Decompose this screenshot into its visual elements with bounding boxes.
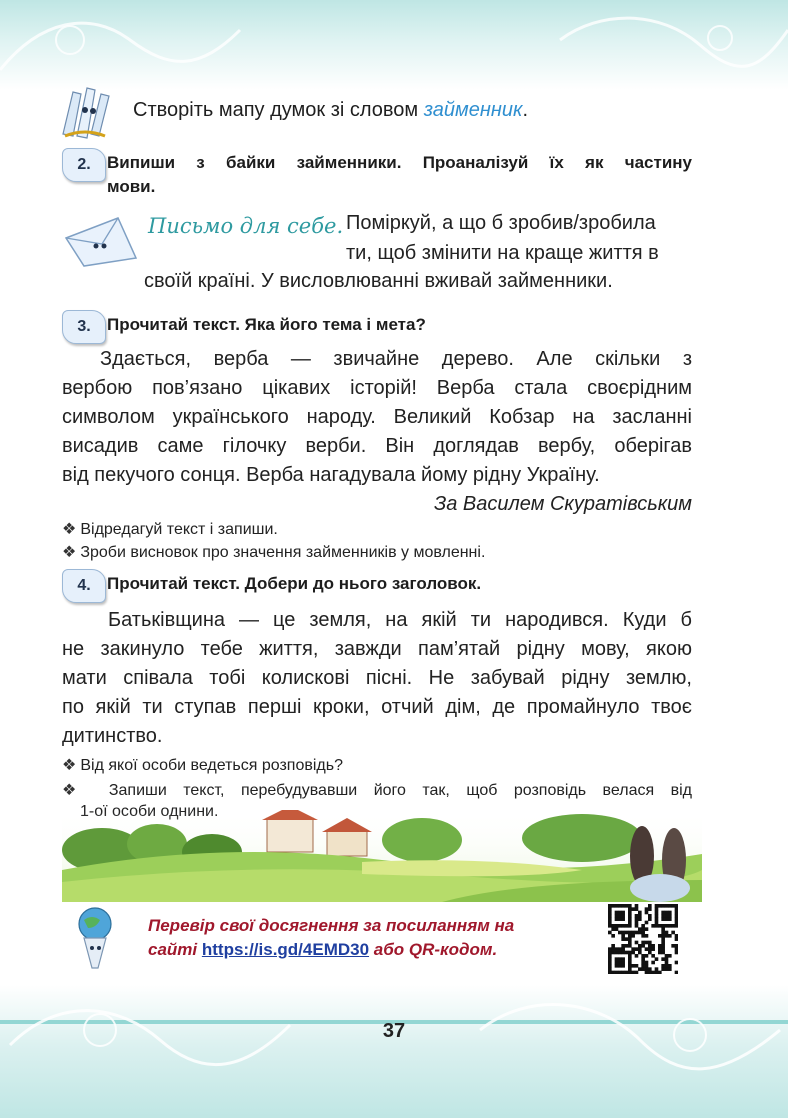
task-3-text-line3: символом українського народу. Великий Кобзар на засланні <box>62 406 692 428</box>
achievement-link[interactable]: https://is.gd/4EMD30 <box>201 940 370 959</box>
task-2-badge <box>62 148 106 182</box>
task-4-text-line5: дитинство. <box>62 725 163 747</box>
instruction-end: . <box>522 99 529 121</box>
task-4-text-line4: по якій ти ступав перші кроки, отчий дім, де промайнуло твоє <box>62 696 692 718</box>
achievement-line2 <box>148 940 497 960</box>
task-3-text-line1: Здається, верба — звичайне дерево. Але скільки з <box>100 348 692 370</box>
globe-mascot-icon <box>70 904 120 972</box>
diamond-bullet-icon: ❖ <box>62 544 77 561</box>
achievement-prefix: сайті <box>148 940 202 959</box>
envelope-pencil-icon <box>62 212 140 268</box>
achievement-suffix: або QR-кодом. <box>369 940 498 959</box>
landscape-illustration <box>62 810 702 902</box>
task-3-badge <box>62 310 106 344</box>
diamond-bullet-icon: ❖ <box>62 782 89 799</box>
keyword-term: займенник <box>423 99 523 121</box>
instruction-text: Створіть мапу думок зі словом <box>133 99 424 121</box>
task-2-number: 2. <box>77 156 91 173</box>
task-4-bullet-1 <box>62 755 343 775</box>
letter-label: Письмо для себе. <box>148 214 344 238</box>
letter-line2: ти, щоб змінити на краще життя в <box>346 242 659 264</box>
task-2-heading-line2: мови. <box>107 177 156 196</box>
task-3-author: За Василем Скуратівським <box>433 493 692 515</box>
mind-map-instruction <box>133 97 528 123</box>
achievement-line1: Перевір свої досягнення за посиланням на <box>148 916 515 935</box>
task-4-badge <box>62 569 106 603</box>
task-3-text-line2: вербою пов’язано цікавих історій! Верба стала своєрідним <box>62 377 692 399</box>
page-number: 37 <box>382 1020 406 1042</box>
task-4-text-line2: не закинуло тебе життя, завжди пам’ятай рідну мову, якою <box>62 638 692 660</box>
task-2-heading-line1: Випиши з байки займенники. Проаналізуй їх як частину <box>107 153 692 172</box>
task-3-bullet-1 <box>62 519 278 539</box>
task-3-number: 3. <box>77 318 91 335</box>
task-3-text-line4: висадив саме гілочку верби. Він доглядав вербу, оберігав <box>62 435 692 457</box>
pencils-mascot-icon <box>55 84 115 142</box>
task-3-heading: Прочитай текст. Яка його тема і мета? <box>107 315 426 334</box>
task-4-text-line1: Батьківщина — це земля, на якій ти народився. Куди б <box>108 609 692 631</box>
diamond-bullet-icon: ❖ <box>62 757 77 774</box>
bullet-text: Від якої особи ведеться розповідь? <box>80 757 343 774</box>
qr-code[interactable] <box>608 904 678 974</box>
task-4-text-line3: мати співала тобі колискові пісні. Не забувай рідну землю, <box>62 667 692 689</box>
letter-line1: Поміркуй, а що б зробив/зробила <box>346 212 656 234</box>
task-4-heading: Прочитай текст. Добери до нього заголовок. <box>107 574 482 593</box>
task-4-bullet-2-line1 <box>62 780 692 800</box>
bullet-text: Зроби висновок про значення займенників у мовленні. <box>80 544 486 561</box>
task-3-bullet-2 <box>62 542 485 562</box>
bottom-ornament <box>0 985 788 1118</box>
diamond-bullet-icon: ❖ <box>62 521 77 538</box>
top-ornament <box>0 0 788 90</box>
bullet-text: Відредагуй текст і запиши. <box>80 521 278 538</box>
task-3-text-line5: від пекучого сонця. Верба нагадувала йому рідну Україну. <box>62 464 600 486</box>
bullet-text: Запиши текст, перебудувавши його так, щоб розповідь велася від <box>108 782 692 799</box>
letter-line3: своїй країні. У висловлюванні вживай займенники. <box>144 270 613 292</box>
task-4-number: 4. <box>77 577 91 594</box>
